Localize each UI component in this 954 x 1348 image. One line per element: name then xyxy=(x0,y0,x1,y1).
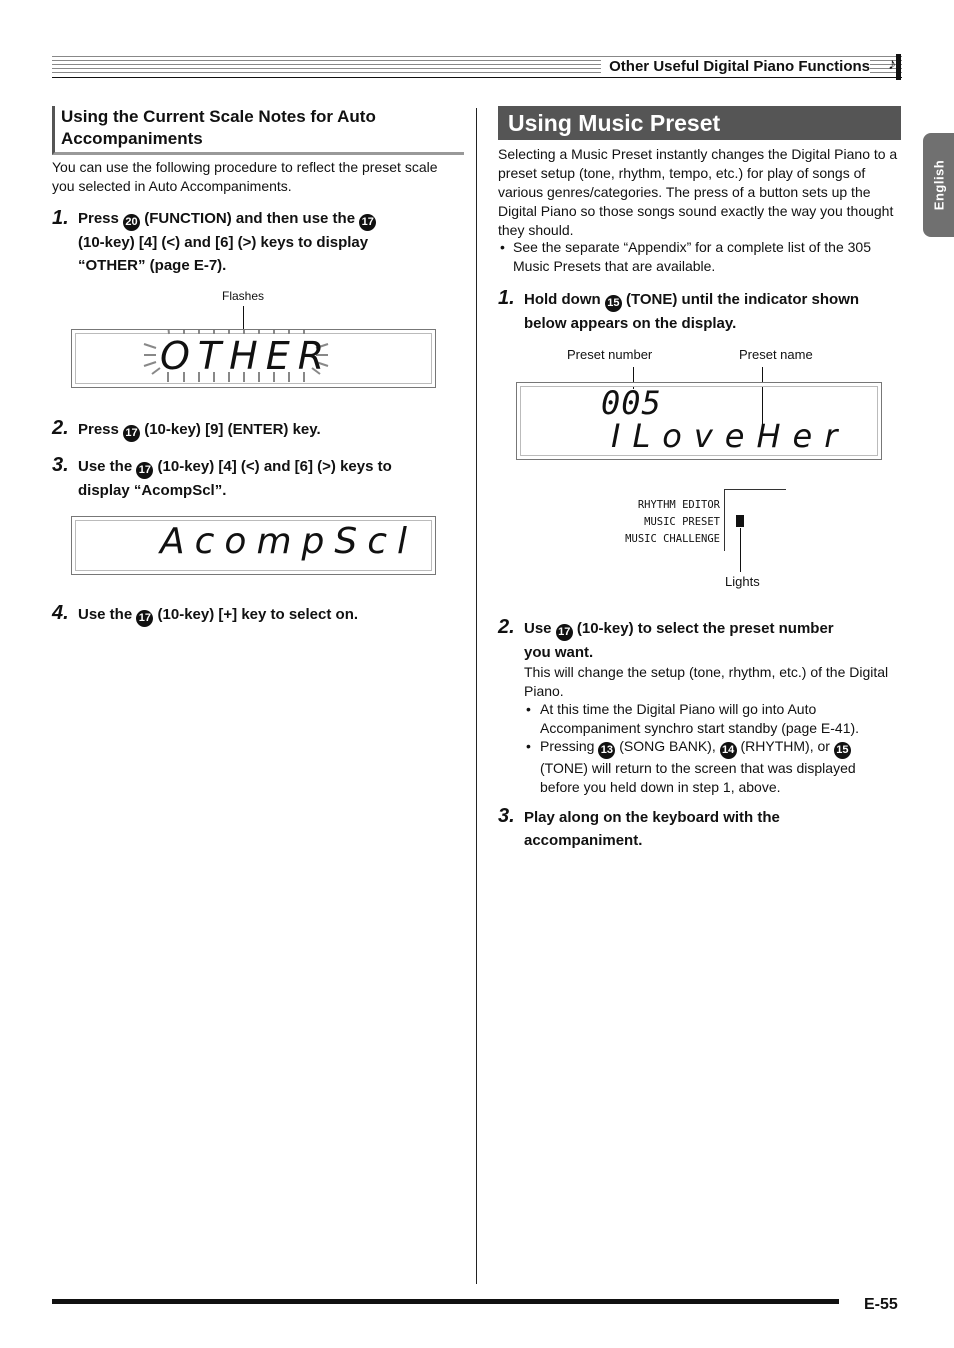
indicator-music-challenge: MUSIC CHALLENGE xyxy=(625,533,720,545)
language-tab xyxy=(923,133,954,237)
indicator-frame-top xyxy=(724,489,786,490)
language-tab-label: English xyxy=(931,159,946,211)
button-17-icon: 17 xyxy=(136,610,153,627)
right-step-2-bullet-1: • At this time the Digital Piano will go into Auto Accompaniment synchro start standby (page E-41). xyxy=(526,701,860,736)
button-14-icon: 14 xyxy=(720,742,737,759)
indicator-rhythm-editor: RHYTHM EDITOR xyxy=(637,499,720,511)
button-17-icon: 17 xyxy=(123,425,140,442)
left-intro: You can use the following procedure to reflect the preset scale you selected in Auto Accompaniments. xyxy=(52,159,438,194)
lights-pointer xyxy=(740,528,741,572)
indicator-frame-left xyxy=(724,489,725,551)
button-20-icon: 20 xyxy=(123,214,140,231)
button-17-icon: 17 xyxy=(136,462,153,479)
button-15-icon: 15 xyxy=(605,295,622,312)
lcd-preset-number: 005 xyxy=(601,384,662,422)
indicator-music-preset: MUSIC PRESET xyxy=(644,516,720,528)
right-arrow-icon: > xyxy=(322,458,331,475)
right-step-2-body: This will change the setup (tone, rhythm, etc.) of the Digital Piano. xyxy=(524,664,889,699)
footer-rule xyxy=(52,1299,839,1304)
preset-name-label: Preset name xyxy=(739,347,813,362)
preset-number-label: Preset number xyxy=(567,347,653,362)
right-step-2-bullet-2: • Pressing 13 (SONG BANK), 14 (RHYTHM), or 15 (TONE) will return to the screen that was displayed before you held down in step 1, above. xyxy=(526,738,856,795)
button-13-icon: 13 xyxy=(598,742,615,759)
right-heading: Using Music Preset xyxy=(498,106,901,140)
lcd-display-preset xyxy=(516,382,882,460)
indicator-labels xyxy=(600,497,720,548)
lcd-display-acompscl xyxy=(71,516,436,575)
button-17-icon: 17 xyxy=(556,624,573,641)
lcd-text-acompscl: AcompScl xyxy=(160,521,418,562)
left-arrow-icon: < xyxy=(166,234,176,251)
music-note-icon: ♪ xyxy=(888,56,896,73)
column-divider xyxy=(476,108,477,1284)
left-heading: Using the Current Scale Notes for Auto Accompaniments xyxy=(52,106,464,155)
right-bullet-1: • See the separate “Appendix” for a complete list of the 305 Music Presets that are available. xyxy=(500,239,871,274)
button-17-icon: 17 xyxy=(359,214,376,231)
section-title: Other Useful Digital Piano Functions xyxy=(601,58,870,75)
lights-label: Lights xyxy=(725,574,760,589)
step-number: 1. xyxy=(52,207,69,229)
lcd-display-other xyxy=(71,329,436,388)
indicator-light-icon xyxy=(736,515,744,527)
lcd-text-other: OTHER xyxy=(160,334,333,378)
flashes-label: Flashes xyxy=(222,289,265,303)
right-arrow-icon: > xyxy=(242,234,252,251)
left-arrow-icon: < xyxy=(245,458,255,475)
button-15-icon: 15 xyxy=(834,742,851,759)
page-number: E-55 xyxy=(864,1296,898,1313)
header-bar xyxy=(896,54,901,80)
lcd-preset-name: ILoveHer xyxy=(611,417,850,455)
right-intro: Selecting a Music Preset instantly changes the Digital Piano to a preset setup (tone, rhythm, tempo, etc.) for play of songs of various genres/categories. The press of a button sets up the Digital Piano so those songs sound exactly the way you thought they should. xyxy=(498,146,898,238)
